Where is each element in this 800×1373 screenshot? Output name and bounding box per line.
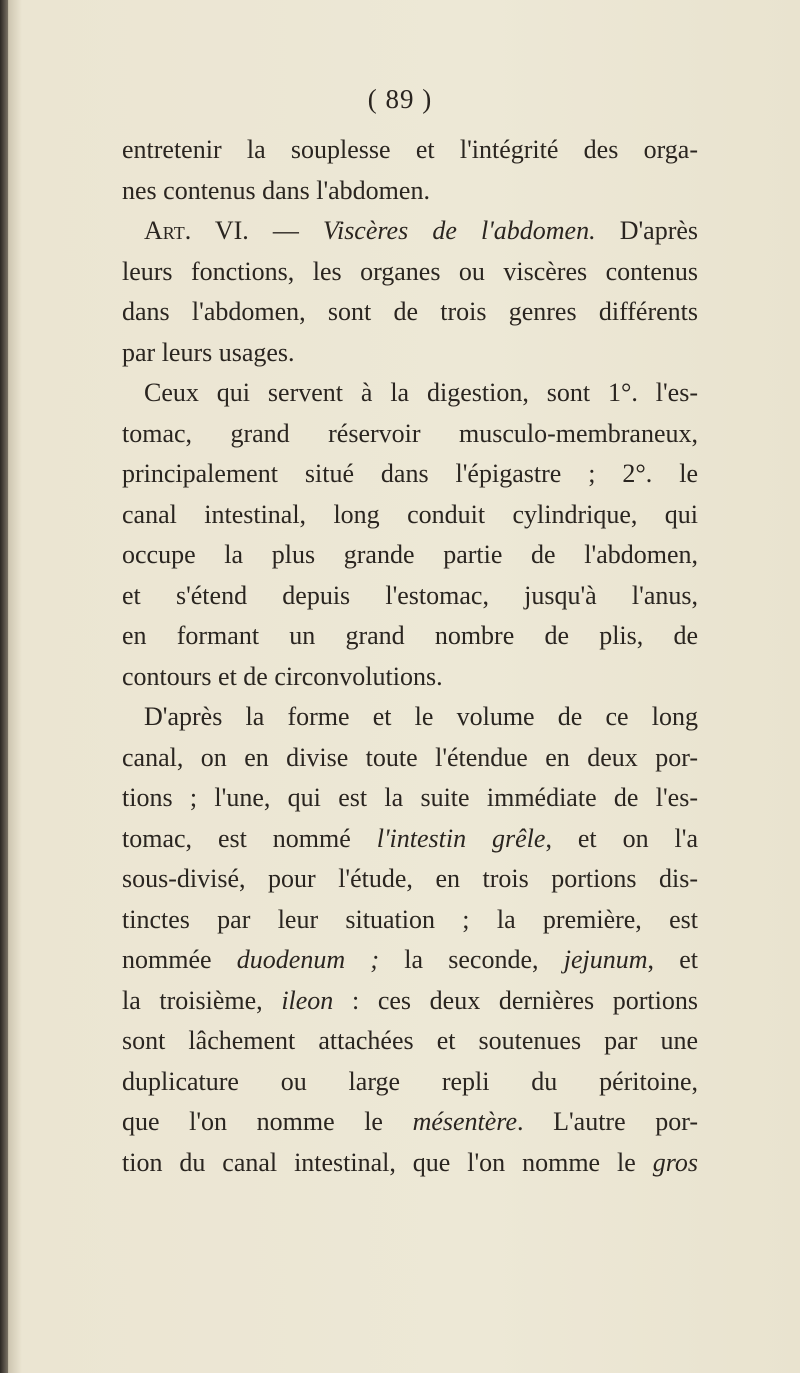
text-run: dans l'abdomen, sont de trois genres différents [122, 297, 698, 326]
paragraph [122, 130, 698, 211]
paragraph [122, 697, 698, 1183]
text-line [122, 130, 698, 171]
italic-term: gros [652, 1147, 698, 1177]
text-run: tinctes par leur situation ; la première, est [122, 904, 698, 934]
text-run: leurs fonctions, les organes ou viscères contenus [122, 256, 698, 286]
text-run: , et on l'a [545, 823, 698, 853]
text-run: duplicature ou large repli du péritoine, [122, 1066, 698, 1096]
text-line [122, 414, 698, 455]
text-line [122, 252, 698, 293]
text-line [122, 1102, 698, 1143]
text-line [122, 454, 698, 495]
text-run: tomac, grand réservoir musculo-membraneux, [122, 418, 698, 448]
text-line [122, 778, 698, 819]
text-run: D'après [595, 216, 699, 245]
text-run: sous-divisé, pour l'étude, en trois portions dis- [122, 864, 698, 893]
text-line [122, 738, 698, 779]
italic-term: duodenum ; [236, 945, 379, 974]
text-run: que l'on nomme le [122, 1107, 413, 1136]
text-line [122, 1143, 698, 1184]
page-number: ( 89 ) [367, 84, 433, 114]
text-run: , et [647, 945, 699, 974]
text-line [122, 211, 698, 252]
text-line [122, 1021, 698, 1062]
paragraph [122, 373, 698, 697]
text-line [122, 373, 698, 414]
text-run: . VI. — [184, 216, 324, 245]
text-run: contours et de circonvolutions. [122, 661, 443, 691]
text-run: D'après la forme et le volume de ce long [144, 702, 698, 731]
text-line [122, 292, 698, 333]
text-line [122, 535, 698, 576]
text-run: en formant un grand nombre de plis, de [122, 621, 698, 650]
text-line [122, 859, 698, 900]
text-line [122, 1062, 698, 1103]
text-run: sont lâchement attachées et soutenues par une [122, 1026, 698, 1055]
paragraph [122, 211, 698, 373]
text-line [122, 981, 698, 1022]
text-run: . L'autre por- [517, 1107, 699, 1136]
italic-term: ileon [281, 985, 334, 1015]
text-run: Art [144, 216, 185, 245]
text-run: la seconde, [379, 945, 564, 974]
text-run: : ces deux dernières portions [333, 985, 699, 1015]
italic-term: mésentère [412, 1107, 517, 1136]
text-run: tions ; l'une, qui est la suite immédiate de l'es- [122, 783, 698, 812]
text-run: par leurs usages. [122, 337, 295, 367]
text-run: canal, on en divise toute l'étendue en deux por- [122, 742, 698, 772]
text-run: principalement situé dans l'épigastre ; 2°. le [122, 459, 698, 488]
text-line [122, 819, 698, 860]
text-run: nes contenus dans l'abdomen. [122, 175, 430, 205]
text-run: et s'étend depuis l'estomac, jusqu'à l'anus, [122, 580, 698, 610]
italic-term: Viscères de l'abdomen. [323, 216, 596, 245]
text-line [122, 657, 698, 698]
text-line [122, 900, 698, 941]
text-line [122, 697, 698, 738]
text-run: nommée [122, 945, 237, 974]
text-run: canal intestinal, long conduit cylindrique, qui [122, 499, 698, 529]
text-line [122, 940, 698, 981]
text-line [122, 616, 698, 657]
text-run: tomac, est nommé [122, 823, 377, 853]
italic-term: l'intestin grêle [376, 823, 546, 853]
text-run: occupe la plus grande partie de l'abdomen, [122, 540, 698, 569]
text-run: tion du canal intestinal, que l'on nomme le [122, 1147, 653, 1177]
body-text [122, 130, 698, 1183]
text-run: la troisième, [122, 985, 282, 1015]
text-line [122, 333, 698, 374]
text-line [122, 495, 698, 536]
binding-edge [0, 0, 8, 1373]
text-line [122, 171, 698, 212]
text-run: entretenir la souplesse et l'intégrité des orga- [122, 135, 698, 164]
text-line [122, 576, 698, 617]
italic-term: jejunum [563, 945, 648, 974]
text-run: Ceux qui servent à la digestion, sont 1°. l'es- [144, 378, 698, 407]
